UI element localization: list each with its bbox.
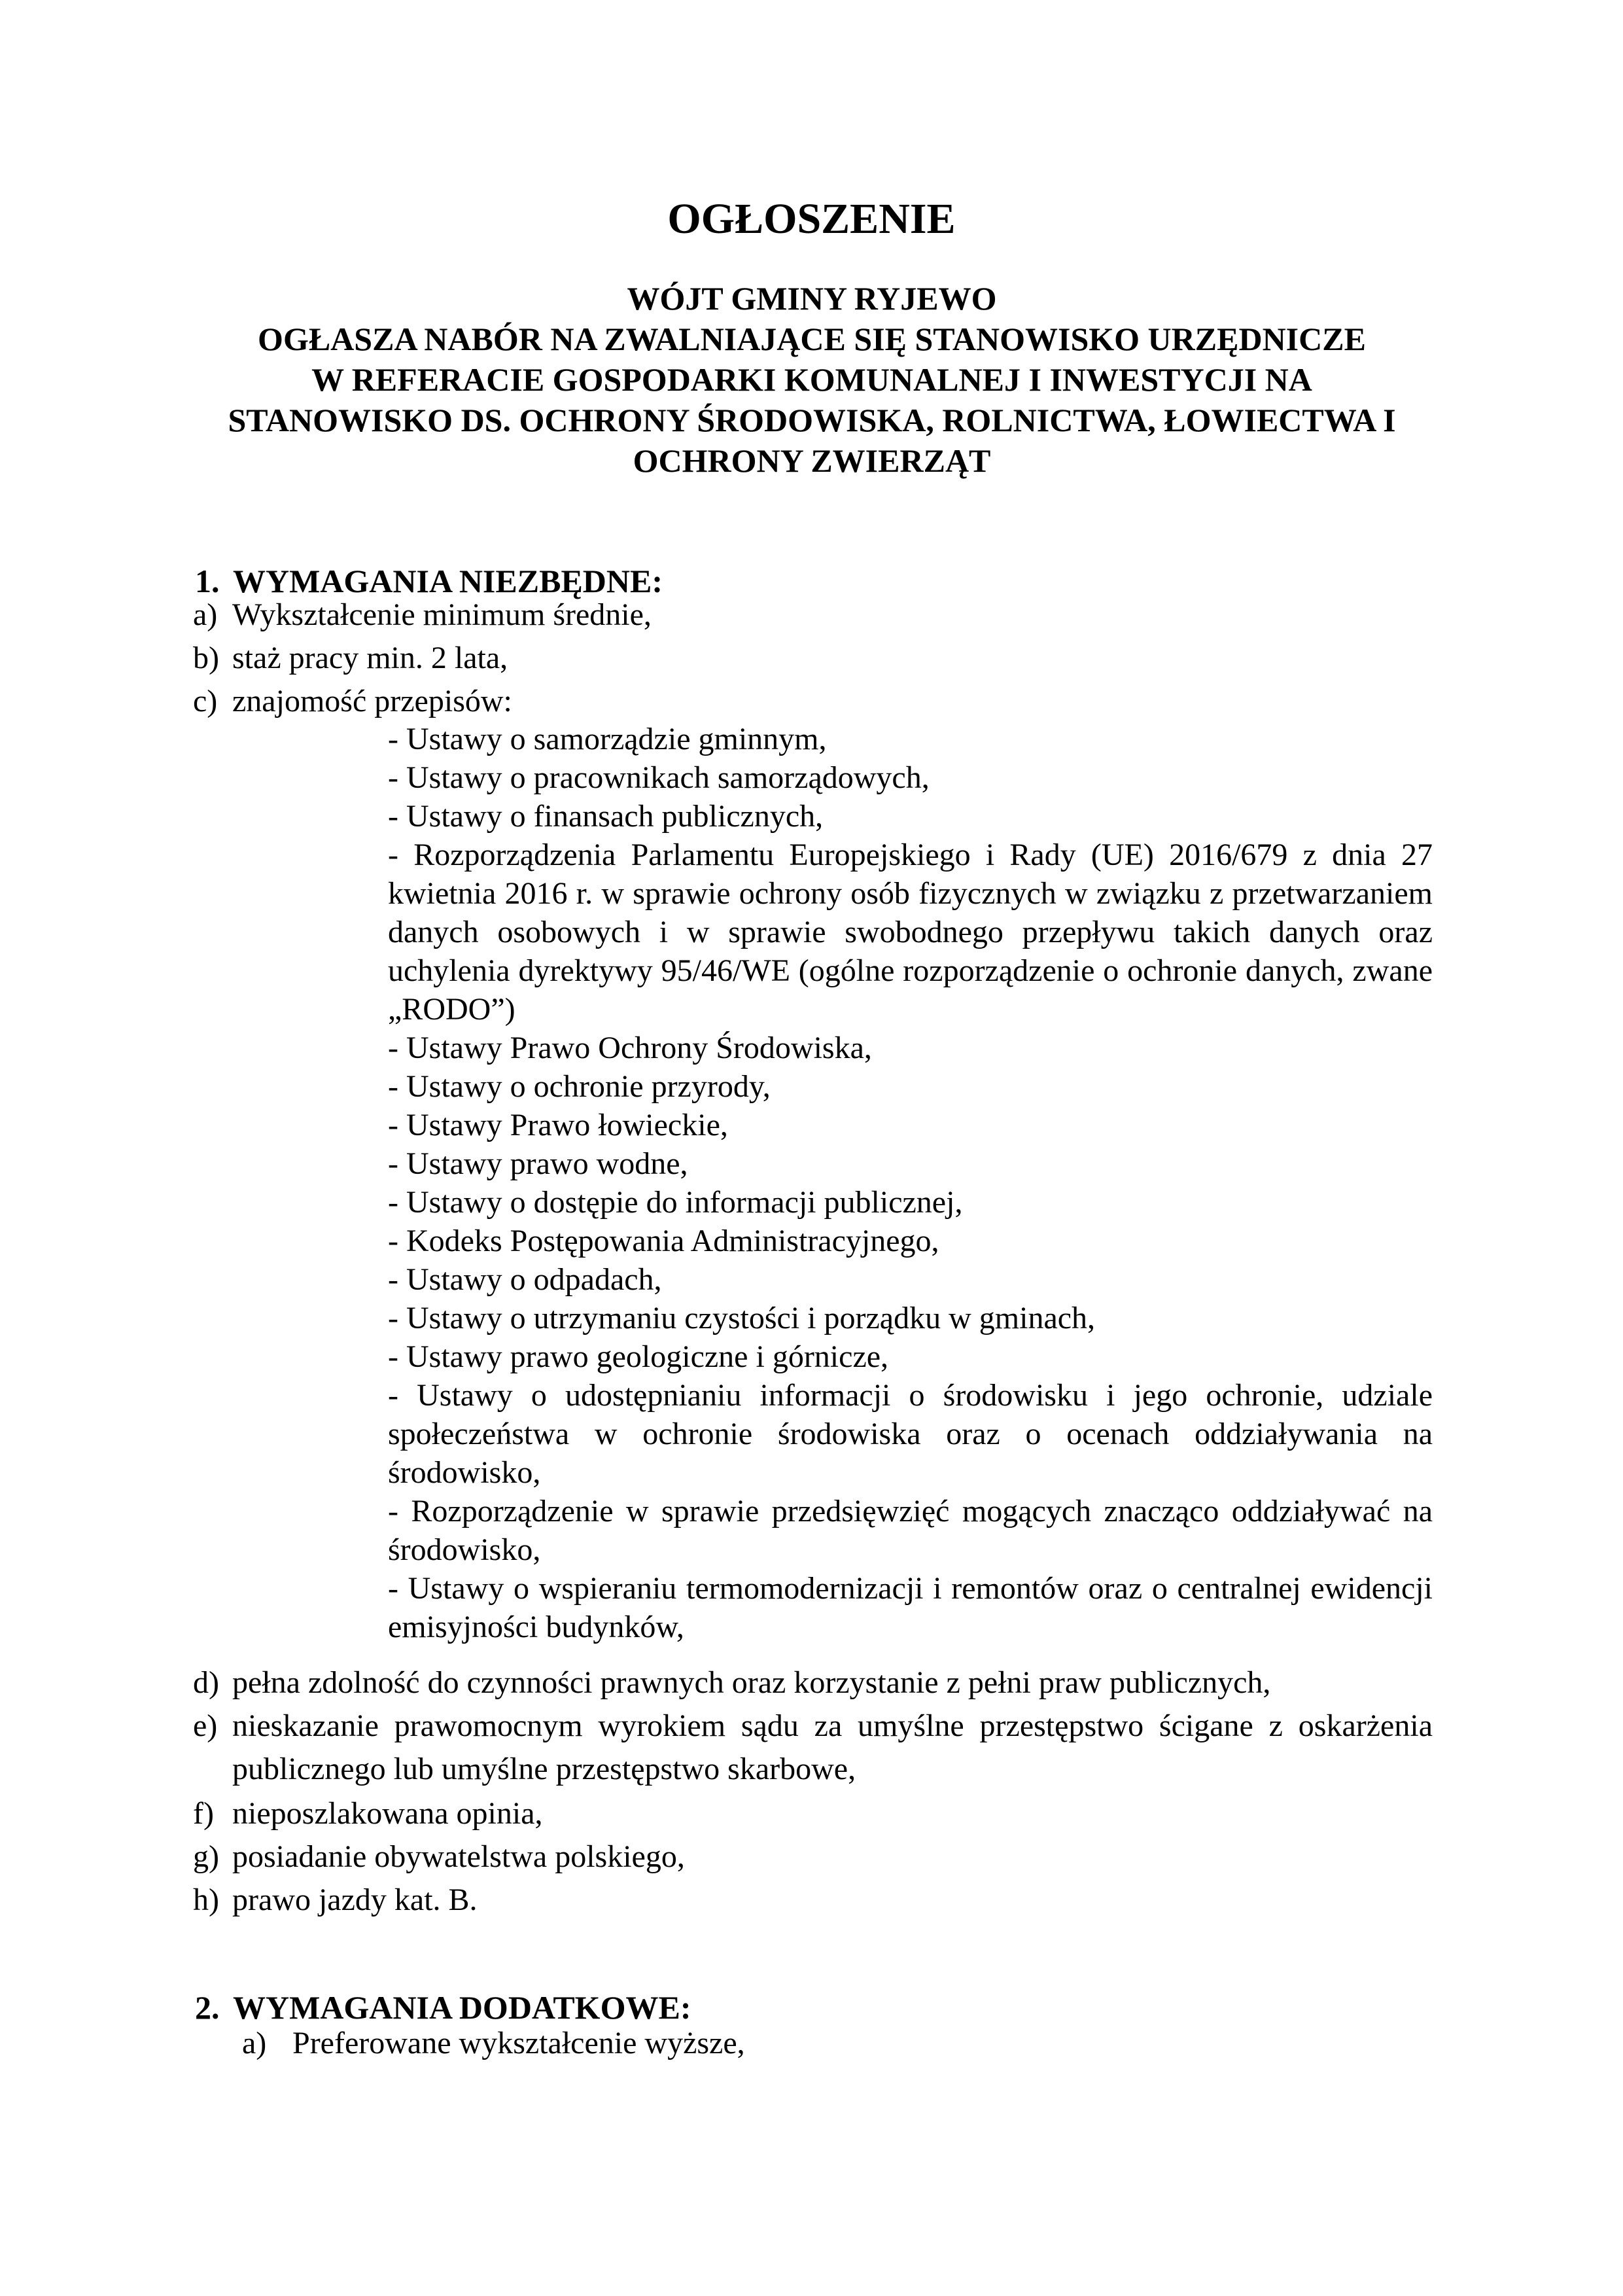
subtitle-line: WÓJT GMINY RYJEWO — [627, 280, 997, 317]
list-item-text: Preferowane wykształcenie wyższe, — [292, 2026, 745, 2060]
list-item — [193, 1835, 1433, 1879]
list-item — [193, 1792, 1433, 1835]
list-item — [193, 1879, 1433, 1922]
list-marker: g) — [193, 1839, 219, 1874]
list-item-text: znajomość przepisów: — [232, 684, 512, 718]
list-marker: a) — [242, 2026, 267, 2060]
list-item-text: pełna zdolność do czynności prawnych oraz korzystanie z pełni praw publicznych, — [232, 1665, 1271, 1700]
legislation-item: - Ustawy prawo wodne, — [388, 1146, 688, 1181]
section-number: 2. — [195, 1989, 220, 2026]
legislation-item: - Ustawy Prawo łowieckie, — [388, 1108, 728, 1142]
list-item-text: staż pracy min. 2 lata, — [232, 641, 508, 675]
section-number: 1. — [195, 563, 220, 599]
list-item — [242, 2022, 745, 2065]
list-marker: a) — [193, 597, 218, 632]
list-marker: b) — [193, 641, 219, 675]
section-title: WYMAGANIA NIEZBĘDNE: — [233, 563, 663, 599]
legislation-item: - Ustawy o udostępnianiu informacji o środowisku i jego ochronie, udziale społeczeństwa w ochronie środowiska oraz o ocenach oddziaływania na środowisko, — [388, 1378, 1433, 1490]
list-marker: e) — [193, 1708, 218, 1743]
subtitle-line: OGŁASZA NABÓR NA ZWALNIAJĄCE SIĘ STANOWISKO URZĘDNICZE — [258, 321, 1366, 357]
subtitle-line: STANOWISKO DS. OCHRONY ŚRODOWISKA, ROLNICTWA, ŁOWIECTWA I — [228, 402, 1396, 438]
legislation-item: - Ustawy o finansach publicznych, — [388, 799, 824, 834]
list-item — [193, 680, 1433, 723]
list-item-text: Wykształcenie minimum średnie, — [232, 597, 652, 632]
list-item-text: nieposzlakowana opinia, — [232, 1796, 543, 1831]
legislation-item: - Ustawy o utrzymaniu czystości i porządku w gminach, — [388, 1301, 1096, 1335]
legislation-item: - Rozporządzenia Parlamentu Europejskiego i Rady (UE) 2016/679 z dnia 27 kwietnia 2016 r. w sprawie ochrony osób fizycznych w związku z przetwarzaniem danych osobowych i w sprawie swobodnego przepływu takich danych oraz uchylenia dyrektywy 95/46/WE (ogólne rozporządzenie o ochronie danych, zwane „RODO”) — [388, 838, 1433, 1027]
announcement-subtitle — [193, 278, 1431, 481]
section-title: WYMAGANIA DODATKOWE: — [233, 1989, 691, 2026]
legislation-item: - Ustawy o ochronie przyrody, — [388, 1069, 771, 1104]
legislation-item: - Rozporządzenie w sprawie przedsięwzięć mogących znacząco oddziaływać na środowisko, — [388, 1494, 1433, 1567]
list-marker: h) — [193, 1882, 219, 1917]
legislation-list — [388, 720, 1433, 1646]
legislation-item: - Ustawy o pracownikach samorządowych, — [388, 760, 930, 795]
list-item — [193, 1704, 1433, 1791]
list-item — [193, 1661, 1433, 1704]
list-item-text: nieskazanie prawomocnym wyrokiem sądu za umyślne przestępstwo ścigane z oskarżenia publicznego lub umyślne przestępstwo skarbowe, — [232, 1708, 1433, 1786]
subtitle-line: W REFERACIE GOSPODARKI KOMUNALNEJ I INWESTYCJI NA — [311, 361, 1312, 398]
section-2-heading — [195, 1988, 691, 2027]
legislation-item: - Ustawy o wspieraniu termomodernizacji i remontów oraz o centralnej ewidencji emisyjności budynków, — [388, 1571, 1433, 1644]
legislation-item: - Ustawy o samorządzie gminnym, — [388, 722, 827, 756]
list-marker: f) — [193, 1796, 214, 1831]
list-item — [193, 593, 1433, 637]
list-item — [193, 637, 1433, 680]
list-item-text: posiadanie obywatelstwa polskiego, — [232, 1839, 685, 1874]
legislation-item: - Ustawy prawo geologiczne i górnicze, — [388, 1339, 889, 1374]
list-item-text: prawo jazdy kat. B. — [232, 1882, 478, 1917]
document-title: OGŁOSZENIE — [667, 195, 956, 243]
legislation-item: - Ustawy o dostępie do informacji publicznej, — [388, 1185, 963, 1220]
legislation-item: - Ustawy o odpadach, — [388, 1262, 662, 1297]
list-marker: d) — [193, 1665, 219, 1700]
legislation-item: - Kodeks Postępowania Administracyjnego, — [388, 1224, 939, 1258]
list-marker: c) — [193, 684, 218, 718]
subtitle-line: OCHRONY ZWIERZĄT — [633, 442, 991, 479]
legislation-item: - Ustawy Prawo Ochrony Środowiska, — [388, 1031, 872, 1065]
